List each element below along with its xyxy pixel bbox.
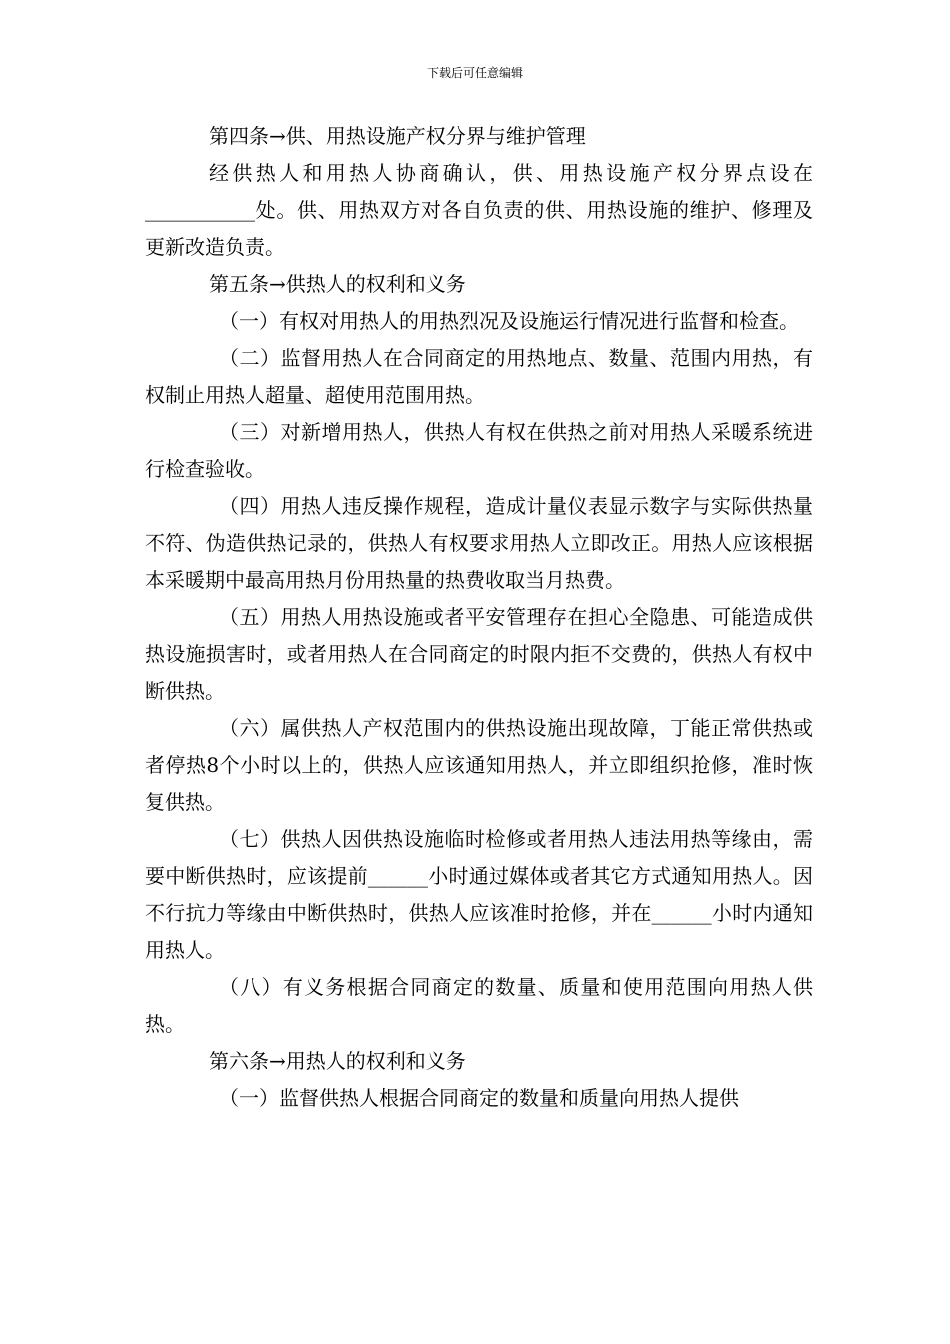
article-5-item-1: （一）有权对用热人的用热烈况及设施运行情况进行监督和检查。 xyxy=(219,309,799,333)
article-5-item-5: （五）用热人用热设施或者平安管理存在担心全隐患、可能造成供热设施损害时，或者用热人在合同商定的时限内拒不交费的，供热人有权中断供热。 xyxy=(145,605,813,703)
article-5-item-6: （六）属供热人产权范围内的供热设施出现故障，丁能正常供热或者停热8个小时以上的，供热人应该通知用热人，并立即组织抢修，准时恢复供热。 xyxy=(145,716,813,814)
article-4-body: 经供热人和用热人协商确认，供、用热设施产权分界点设在___________处。供、用热双方对各自负责的供、用热设施的维护、修理及更新改造负责。 xyxy=(145,161,813,259)
article-6-heading: 第六条→用热人的权利和义务 xyxy=(209,1049,466,1073)
article-5-item-7: （七）供热人因供热设施临时检修或者用热人违法用热等缘由，需要中断供热时，应该提前______小时通过媒体或者其它方式通知用热人。因不行抗力等缘由中断供热时，供热人应该准时抢修，并在______小时内通知用热人。 xyxy=(145,827,813,962)
article-4-heading: 第四条→供、用热设施产权分界与维护管理 xyxy=(209,124,586,148)
article-5-item-4: （四）用热人违反操作规程，造成计量仪表显示数字与实际供热量不符、伪造供热记录的，供热人有权要求用热人立即改正。用热人应该根据本采暖期中最高用热月份用热量的热费收取当月热费。 xyxy=(145,494,813,592)
article-5-heading: 第五条→供热人的权利和义务 xyxy=(209,272,466,296)
article-6-item-1: （一）监督供热人根据合同商定的数量和质量向用热人提供 xyxy=(219,1086,739,1110)
article-5-item-8: （八）有义务根据合同商定的数量、质量和使用范围向用热人供热。 xyxy=(145,975,813,1036)
document-body xyxy=(145,118,813,1117)
article-5-item-2: （二）监督用热人在合同商定的用热地点、数量、范围内用热，有权制止用热人超量、超使用范围用热。 xyxy=(145,346,813,407)
article-5-item-3: （三）对新增用热人，供热人有权在供热之前对用热人采暖系统进行检查验收。 xyxy=(145,420,813,481)
page-header-note: 下载后可任意编辑 xyxy=(426,66,523,80)
